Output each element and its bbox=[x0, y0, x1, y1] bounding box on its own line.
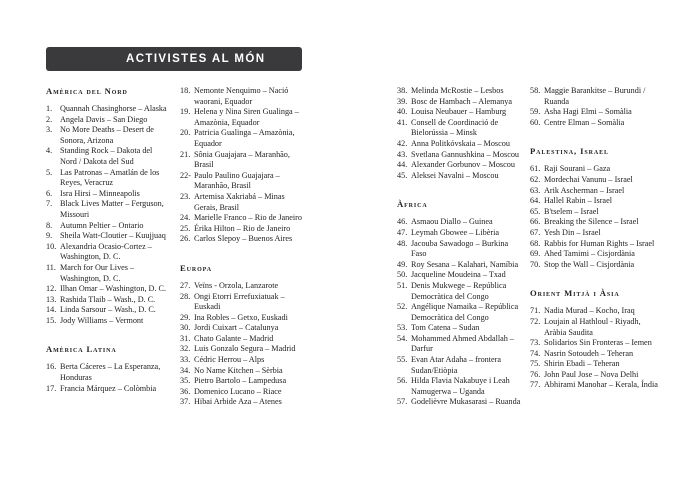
activist-entry bbox=[46, 168, 170, 189]
entry-number: 55. bbox=[397, 355, 408, 365]
section-spacer bbox=[397, 181, 521, 199]
entry-number: 30. bbox=[180, 323, 191, 333]
entry-text: B'tselem – Israel bbox=[544, 206, 599, 216]
entry-number: 54. bbox=[397, 333, 408, 343]
activist-entry bbox=[397, 302, 521, 323]
entry-number: 46. bbox=[397, 217, 408, 227]
column-4 bbox=[530, 86, 660, 391]
entry-number: 29. bbox=[180, 312, 191, 322]
activist-entry bbox=[180, 397, 304, 408]
region-heading: Palestina, Israel bbox=[530, 146, 609, 157]
entry-number: 1. bbox=[46, 104, 53, 113]
entry-text: Tom Catena – Sudan bbox=[411, 323, 480, 333]
activist-entry bbox=[180, 107, 304, 128]
entry-text: Anna Politkóvskaia – Moscou bbox=[411, 138, 510, 148]
entry-text: Black Lives Matter – Ferguson, Missouri bbox=[60, 199, 164, 219]
entry-number: 31. bbox=[180, 333, 191, 343]
entry-text: Sônia Guajajara – Maranhão, Brasil bbox=[194, 149, 290, 170]
activist-entry bbox=[46, 242, 170, 263]
activist-entry bbox=[530, 306, 660, 317]
entry-number: 57. bbox=[397, 397, 408, 407]
entry-number: 41. bbox=[397, 117, 408, 127]
activist-entry bbox=[397, 150, 521, 161]
entry-text: Helena y Nina Siren Gualinga – Amazònia, Equador bbox=[194, 107, 299, 127]
entry-text: Patricia Gualinga – Amazònia, Equador bbox=[194, 128, 295, 148]
entry-text: Nasrin Sotoudeh – Teheran bbox=[544, 348, 634, 358]
entry-number: 40. bbox=[397, 107, 408, 117]
entry-number: 32. bbox=[180, 344, 191, 354]
entry-text: Rabbis for Human Rights – Israel bbox=[544, 238, 655, 248]
column-3 bbox=[397, 86, 521, 408]
entry-text: Jacqueline Moudeina – Txad bbox=[411, 270, 506, 280]
entry-number: 39. bbox=[397, 96, 408, 106]
entry-text: Godelièvre Mukasarasi – Ruanda bbox=[411, 397, 521, 407]
activist-entry bbox=[180, 387, 304, 398]
column-2 bbox=[180, 86, 304, 408]
entry-text: Angélique Namaika – República Democràtica del Congo bbox=[411, 302, 519, 322]
activist-entry bbox=[397, 97, 521, 108]
entry-text: Breaking the Silence – Israel bbox=[544, 217, 639, 227]
entry-number: 75. bbox=[530, 359, 541, 369]
activist-entry bbox=[530, 380, 660, 391]
entry-text: Ilhan Omar – Washington, D. C. bbox=[60, 284, 167, 294]
entry-number: 6. bbox=[46, 188, 53, 198]
entry-number: 33. bbox=[180, 355, 191, 365]
entry-text: Autumn Peltier – Ontario bbox=[60, 220, 144, 230]
activist-entry bbox=[180, 344, 304, 355]
entry-number: 52. bbox=[397, 302, 408, 312]
entry-number: 73. bbox=[530, 338, 541, 348]
entry-number: 35. bbox=[180, 376, 191, 386]
entry-number: 45. bbox=[397, 170, 408, 180]
entry-text: Standing Rock – Dakota del Nord / Dakota del Sud bbox=[60, 146, 153, 166]
activist-entry bbox=[180, 376, 304, 387]
entry-text: Angela Davis – San Diego bbox=[60, 114, 148, 124]
activist-entry bbox=[180, 323, 304, 334]
activist-entry bbox=[530, 239, 660, 250]
entry-text: Francia Márquez – Colòmbia bbox=[60, 383, 157, 393]
activist-entry bbox=[46, 295, 170, 306]
activist-entry bbox=[397, 171, 521, 182]
entry-number: 2. bbox=[46, 114, 53, 124]
section-spacer bbox=[46, 326, 170, 344]
entry-number: 58. bbox=[530, 86, 541, 95]
entry-text: Loujain al Hathloul - Riyadh, Aràbia Saudita bbox=[544, 316, 641, 337]
activist-entry bbox=[180, 334, 304, 345]
entry-text: Alexander Gorbunov – Moscou bbox=[411, 160, 515, 170]
entry-text: Svetlana Gannushkina – Moscou bbox=[411, 149, 520, 159]
entry-number: 59. bbox=[530, 107, 541, 117]
activist-entry bbox=[180, 213, 304, 224]
entry-number: 28. bbox=[180, 291, 191, 301]
entry-text: Ongi Etorri Errefuxiatuak – Euskadi bbox=[194, 291, 285, 312]
entry-number: 17. bbox=[46, 383, 57, 393]
activist-entry bbox=[397, 107, 521, 118]
entry-text: Consell de Coordinació de Bielorússia – Minsk bbox=[411, 117, 499, 138]
entry-text: Abhirami Manohar – Kerala, Índia bbox=[544, 380, 658, 390]
entry-number: 42. bbox=[397, 138, 408, 148]
entry-text: Shirin Ebadi – Teheran bbox=[544, 359, 620, 369]
entry-number: 53. bbox=[397, 323, 408, 333]
entry-text: Jody Williams – Vermont bbox=[60, 315, 144, 325]
entry-text: Bosc de Hambach – Alemanya bbox=[411, 96, 512, 106]
entry-text: Ina Robles – Getxo, Euskadi bbox=[194, 312, 288, 322]
entry-text: Melinda McRostie – Lesbos bbox=[411, 86, 504, 95]
activist-entry bbox=[530, 118, 660, 129]
entry-number: 4. bbox=[46, 146, 53, 156]
entry-text: Berta Cáceres – La Esperanza, Honduras bbox=[60, 362, 161, 383]
activist-entry bbox=[397, 139, 521, 150]
section-spacer bbox=[530, 270, 660, 288]
entry-number: 63. bbox=[530, 185, 541, 195]
entry-number: 24. bbox=[180, 213, 191, 223]
activist-entry bbox=[397, 270, 521, 281]
entry-text: Linda Sarsour – Wash., D. C. bbox=[60, 305, 156, 315]
entry-number: 61. bbox=[530, 164, 541, 174]
activist-entry bbox=[46, 104, 170, 115]
activist-entry bbox=[397, 228, 521, 239]
entry-number: 10. bbox=[46, 241, 57, 251]
entry-number: 64. bbox=[530, 196, 541, 206]
activist-entry bbox=[180, 355, 304, 366]
activist-entry bbox=[397, 239, 521, 260]
activist-entry bbox=[530, 217, 660, 228]
activist-entry bbox=[530, 228, 660, 239]
entry-number: 12. bbox=[46, 284, 57, 294]
section-spacer bbox=[530, 128, 660, 146]
activist-entry bbox=[397, 355, 521, 376]
entry-text: Raji Sourani – Gaza bbox=[544, 164, 611, 174]
entry-number: 70. bbox=[530, 259, 541, 269]
activist-entry bbox=[530, 164, 660, 175]
activist-entry bbox=[530, 249, 660, 260]
entry-number: 3. bbox=[46, 125, 53, 135]
activist-entry bbox=[46, 316, 170, 327]
activist-entry bbox=[180, 313, 304, 324]
activist-entry bbox=[530, 359, 660, 370]
entry-text: Roy Sesana – Kalahari, Namíbia bbox=[411, 259, 519, 269]
activist-entry bbox=[397, 334, 521, 355]
activist-entry bbox=[397, 281, 521, 302]
entry-text: Asha Hagi Elmi – Somàlia bbox=[544, 107, 632, 117]
entry-text: Isra Hirsi – Minneapolis bbox=[60, 188, 140, 198]
activist-entry bbox=[180, 192, 304, 213]
activist-entry bbox=[46, 305, 170, 316]
activist-entry bbox=[397, 86, 521, 97]
activist-entry bbox=[530, 207, 660, 218]
entry-text: Ahed Tamimi – Cisjordània bbox=[544, 249, 635, 259]
activist-entry bbox=[530, 260, 660, 271]
activist-entry bbox=[180, 128, 304, 149]
entry-text: Stop the Wall – Cisjordània bbox=[544, 259, 635, 269]
entry-text: Hallel Rabin – Israel bbox=[544, 196, 612, 206]
entry-text: Sheila Watt-Cloutier – Kuujjuaq bbox=[60, 231, 166, 241]
activist-entry bbox=[46, 189, 170, 200]
region-heading: Àfrica bbox=[397, 199, 428, 210]
entry-number: 38. bbox=[397, 86, 408, 95]
entry-text: Nemonte Nenquimo – Nació waorani, Equador bbox=[194, 86, 289, 106]
region-heading: Orient Mitjà i Àsia bbox=[530, 288, 620, 299]
activist-entry bbox=[46, 221, 170, 232]
section-spacer bbox=[180, 245, 304, 263]
entry-number: 23. bbox=[180, 191, 191, 201]
entry-text: Érika Hilton – Rio de Janeiro bbox=[194, 223, 291, 233]
entry-number: 26. bbox=[180, 234, 191, 244]
entry-text: Nadia Murad – Kocho, Iraq bbox=[544, 306, 635, 316]
activist-entry bbox=[530, 86, 660, 107]
entry-text: Luis Gonzalo Segura – Madrid bbox=[194, 344, 296, 354]
activist-entry bbox=[397, 323, 521, 334]
activist-entry bbox=[180, 224, 304, 235]
entry-number: 9. bbox=[46, 231, 53, 241]
activist-entry bbox=[397, 397, 521, 408]
entry-text: Rashida Tlaib – Wash., D. C. bbox=[60, 294, 156, 304]
entry-number: 48. bbox=[397, 238, 408, 248]
entry-number: 43. bbox=[397, 149, 408, 159]
entry-text: Maggie Barankitse – Burundi / Ruanda bbox=[544, 86, 646, 106]
entry-number: 47. bbox=[397, 227, 408, 237]
entry-number: 68. bbox=[530, 238, 541, 248]
activist-entry bbox=[530, 349, 660, 360]
entry-number: 51. bbox=[397, 280, 408, 290]
region-heading: Amèrica del Nord bbox=[46, 86, 128, 96]
entry-number: 8. bbox=[46, 220, 53, 230]
entry-text: Domenico Lucano – Riace bbox=[194, 386, 282, 396]
activist-entry bbox=[397, 160, 521, 171]
activist-entry bbox=[180, 171, 304, 192]
entry-text: Alexandria Ocasio-Cortez – Washington, D. C. bbox=[60, 241, 152, 262]
activist-entry bbox=[530, 196, 660, 207]
region-heading: Europa bbox=[180, 262, 213, 273]
entry-text: John Paul Jose – Nova Delhi bbox=[544, 369, 639, 379]
activist-entry bbox=[397, 260, 521, 271]
activist-entry bbox=[530, 186, 660, 197]
entry-text: Carlos Slepoy – Buenos Aires bbox=[194, 234, 293, 244]
activist-entry bbox=[46, 362, 170, 383]
entry-text: Hilda Flavia Nakabuye i Leah Namugerwa – Uganda bbox=[411, 376, 510, 396]
activist-entry bbox=[530, 317, 660, 338]
entry-number: 15. bbox=[46, 315, 57, 325]
entry-number: 7. bbox=[46, 199, 53, 209]
activist-entry bbox=[530, 338, 660, 349]
entry-text: Marielle Franco – Rio de Janeiro bbox=[194, 213, 302, 223]
entry-number: 44. bbox=[397, 160, 408, 170]
entry-number: 77. bbox=[530, 380, 541, 390]
activist-entry bbox=[530, 370, 660, 381]
entry-number: 14. bbox=[46, 305, 57, 315]
entry-number: 19. bbox=[180, 107, 191, 117]
activist-entry bbox=[46, 263, 170, 284]
activist-entry bbox=[180, 234, 304, 245]
entry-number: 56. bbox=[397, 376, 408, 386]
entry-text: Arik Ascherman – Israel bbox=[544, 185, 625, 195]
entry-text: Mordechai Vanunu – Israel bbox=[544, 174, 633, 184]
entry-number: 50. bbox=[397, 270, 408, 280]
entry-text: Leymah Gbowee – Libèria bbox=[411, 227, 499, 237]
entry-text: Solidarios Sin Fronteras – Iemen bbox=[544, 338, 652, 348]
entry-number: 49. bbox=[397, 259, 408, 269]
activist-entry bbox=[397, 217, 521, 228]
entry-number: 65. bbox=[530, 206, 541, 216]
entry-number: 16. bbox=[46, 362, 57, 372]
entry-number: 71. bbox=[530, 306, 541, 316]
activist-entry bbox=[46, 125, 170, 146]
activist-entry bbox=[530, 175, 660, 186]
activist-entry bbox=[180, 86, 304, 107]
entry-number: 27. bbox=[180, 280, 191, 290]
activist-entry bbox=[530, 107, 660, 118]
activist-entry bbox=[180, 366, 304, 377]
entry-text: Louisa Neubauer – Hamburg bbox=[411, 107, 507, 117]
entry-number: 66. bbox=[530, 217, 541, 227]
entry-text: Chato Galante – Madrid bbox=[194, 333, 274, 343]
activist-entry bbox=[46, 115, 170, 126]
entry-number: 5. bbox=[46, 167, 53, 177]
entry-text: Las Patronas – Amatlán de los Reyes, Veracruz bbox=[60, 167, 160, 188]
activist-entry bbox=[46, 231, 170, 242]
region-heading: Amèrica Latina bbox=[46, 344, 117, 355]
activist-entry bbox=[46, 384, 170, 395]
entry-number: 69. bbox=[530, 249, 541, 259]
entry-text: Veïns - Orzola, Lanzarote bbox=[194, 280, 279, 290]
activist-entry bbox=[180, 150, 304, 171]
entry-number: 11. bbox=[46, 262, 56, 272]
activist-entry bbox=[397, 376, 521, 397]
entry-number: 67. bbox=[530, 227, 541, 237]
entry-number: 72. bbox=[530, 316, 541, 326]
entry-number: 20. bbox=[180, 128, 191, 138]
entry-number: 74. bbox=[530, 348, 541, 358]
entry-text: Artemisa Xakriabá – Minas Gerais, Brasil bbox=[194, 191, 285, 212]
entry-number: 60. bbox=[530, 117, 541, 127]
entry-text: Aleksei Navalni – Moscou bbox=[411, 170, 499, 180]
entry-text: No Name Kitchen – Sèrbia bbox=[194, 365, 283, 375]
entry-text: Yesh Din – Israel bbox=[544, 227, 601, 237]
entry-text: Centre Elman – Somàlia bbox=[544, 117, 625, 127]
entry-text: Evan Atar Adaha – frontera Sudan/Etiòpia bbox=[411, 355, 502, 375]
activist-entry bbox=[397, 118, 521, 139]
activist-entry bbox=[46, 146, 170, 167]
activist-entry bbox=[46, 284, 170, 295]
entry-text: Quannah Chasinghorse – Alaska bbox=[60, 104, 167, 113]
entry-text: Cédric Herrou – Alps bbox=[194, 355, 265, 365]
page-title: ACTIVISTES AL MÓN bbox=[46, 47, 302, 71]
activist-entry bbox=[180, 281, 304, 292]
activist-entry bbox=[46, 199, 170, 220]
entry-text: Pietro Bartolo – Lampedusa bbox=[194, 376, 287, 386]
entry-text: Jordi Cuixart – Catalunya bbox=[194, 323, 279, 333]
entry-number: 18. bbox=[180, 86, 191, 95]
entry-text: Denis Mukwege – República Democràtica del Congo bbox=[411, 280, 507, 301]
entry-number: 62. bbox=[530, 174, 541, 184]
entry-number: 76. bbox=[530, 369, 541, 379]
column-1 bbox=[46, 86, 170, 394]
entry-text: Hibai Arbide Aza – Atenes bbox=[194, 397, 282, 407]
entry-number: 21. bbox=[180, 149, 191, 159]
entry-number: 34. bbox=[180, 365, 191, 375]
entry-number: 22- bbox=[180, 170, 191, 180]
entry-text: March for Our Lives – Washington, D. C. bbox=[60, 262, 135, 283]
entry-text: Asmaou Diallo – Guinea bbox=[411, 217, 493, 227]
entry-number: 13. bbox=[46, 294, 57, 304]
entry-number: 36. bbox=[180, 386, 191, 396]
entry-text: No More Deaths – Desert de Sonora, Arizona bbox=[60, 125, 154, 145]
entry-number: 37. bbox=[180, 397, 191, 407]
activist-entry bbox=[180, 292, 304, 313]
entry-text: Mohammed Ahmed Abdallah – Darfur bbox=[411, 333, 515, 354]
entry-text: Jacouba Sawadogo – Burkina Faso bbox=[411, 238, 509, 259]
entry-text: Paulo Paulino Guajajara – Maranhão, Brasil bbox=[194, 170, 280, 191]
entry-number: 25. bbox=[180, 223, 191, 233]
